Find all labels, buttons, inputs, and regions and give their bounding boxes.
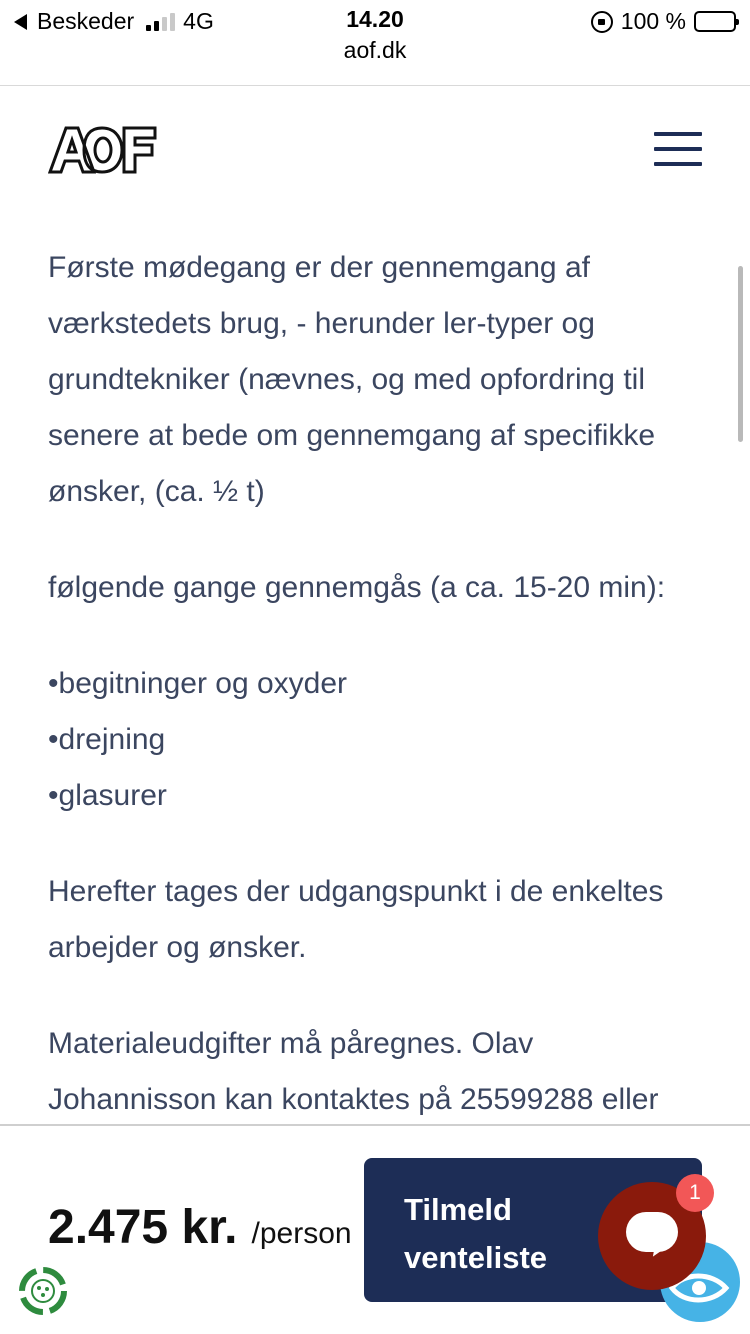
address-url[interactable]: aof.dk — [343, 37, 407, 63]
cta-line-2: venteliste — [404, 1240, 548, 1275]
hamburger-menu-icon[interactable] — [654, 132, 702, 166]
cta-line-1: Tilmeld — [404, 1192, 512, 1227]
list-item: •glasurer — [48, 779, 167, 812]
scrollbar[interactable] — [738, 266, 743, 442]
clock: 14.20 — [346, 6, 404, 32]
price-amount: 2.475 kr. — [48, 1201, 238, 1254]
chat-notification-badge: 1 — [676, 1174, 714, 1212]
paragraph-materials: Materialeudgifter må påregnes. Olav Johannisson kan kontaktes på 25599288 eller — [48, 1027, 659, 1116]
battery-icon — [694, 11, 736, 32]
paragraph-following: følgende gange gennemgås (a ca. 15-20 min): — [48, 571, 666, 604]
list-item: •begitninger og oxyder — [48, 667, 348, 700]
price-unit: /person — [251, 1217, 352, 1250]
status-bar-right — [591, 8, 736, 35]
paragraph-afterwards: Herefter tages der udgangspunkt i de enkeltes arbejder og ønsker. — [48, 875, 664, 964]
aof-logo[interactable] — [48, 124, 158, 176]
topic-list — [48, 656, 708, 824]
chat-bubble-icon — [626, 1212, 678, 1252]
rotation-lock-icon — [591, 11, 613, 33]
list-item: •drejning — [48, 723, 166, 756]
price-display — [48, 1200, 352, 1255]
back-app-label[interactable]: Beskeder — [37, 8, 135, 34]
recycle-icon[interactable] — [14, 1262, 72, 1320]
status-bar — [0, 0, 750, 86]
article-content — [48, 240, 708, 1128]
battery-percent: 100 % — [620, 8, 686, 34]
network-type: 4G — [183, 8, 214, 34]
paragraph-intro: Første mødegang er der gennemgang af værkstedets brug, - herunder ler-typer og grundtekniker (nævnes, og med opfordring til senere at bede om gennemgang af specifikke ønsker, (ca. ½ t) — [48, 251, 656, 508]
